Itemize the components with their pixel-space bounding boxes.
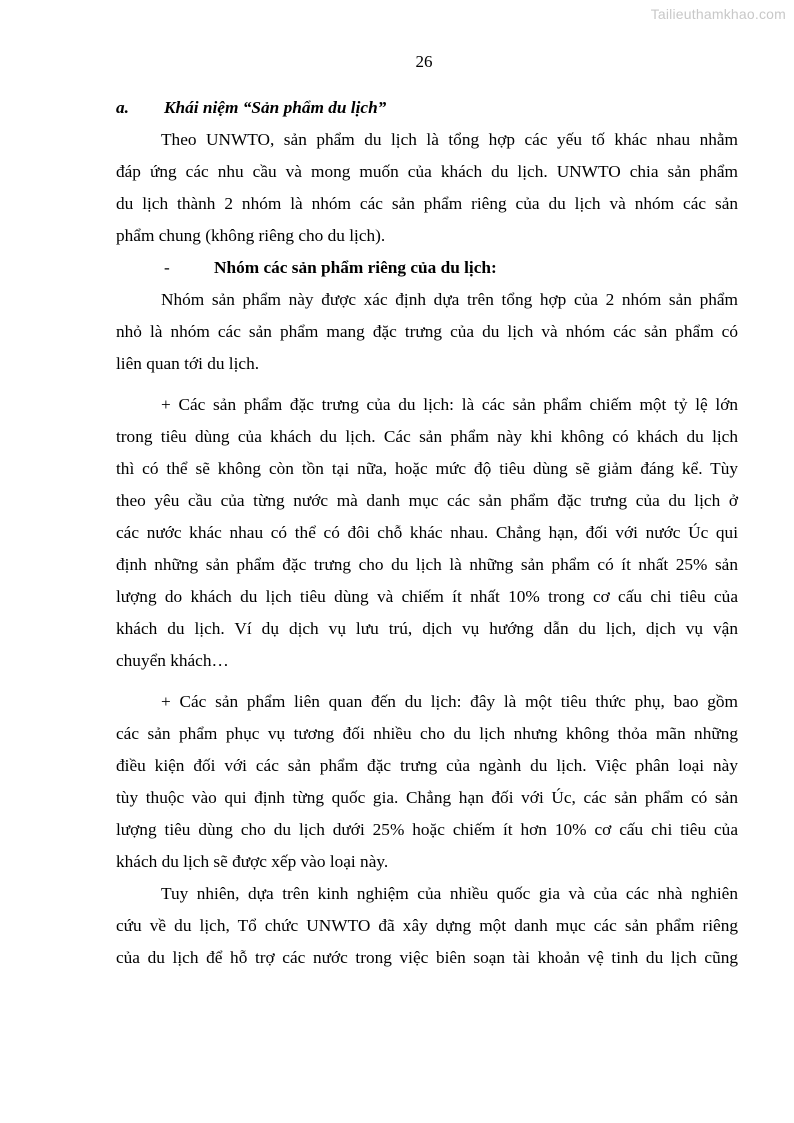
paragraph-line: theo yêu cầu của từng nước mà danh mục các sản phẩm đặc trưng của du lịch ở [116,491,738,510]
paragraph-4 [116,686,738,878]
paragraph-5 [116,878,738,974]
bullet-dash: - [164,258,170,277]
paragraph-line: của du lịch để hỗ trợ các nước trong việc biên soạn tài khoản vệ tinh du lịch cũng [116,948,738,967]
paragraph-line: Tuy nhiên, dựa trên kinh nghiệm của nhiều quốc gia và của các nhà nghiên [161,884,738,903]
watermark: Tailieuthamkhao.com [650,6,786,22]
paragraph-line: lượng tiêu dùng cho du lịch dưới 25% hoặc chiếm ít hơn 10% cơ cấu chi tiêu của [116,820,738,839]
bullet-heading [116,252,738,284]
paragraph-line: du lịch thành 2 nhóm là nhóm các sản phẩm riêng của du lịch và nhóm các sản [116,194,738,213]
paragraph-line: + Các sản phẩm đặc trưng của du lịch: là các sản phẩm chiếm một tỷ lệ lớn [161,395,738,414]
paragraph-line: định những sản phẩm đặc trưng cho du lịch là những sản phẩm có ít nhất 25% sản [116,555,738,574]
bullet-title: Nhóm các sản phẩm riêng của du lịch: [214,258,497,277]
paragraph-line: đáp ứng các nhu cầu và mong muốn của khách du lịch. UNWTO chia sản phẩm [116,162,738,181]
paragraph-line: khách du lịch. Ví dụ dịch vụ lưu trú, dịch vụ hướng dẫn du lịch, dịch vụ vận [116,619,738,638]
paragraph-3 [116,389,738,677]
paragraph-line: chuyển khách… [116,651,229,670]
paragraph-line: lượng do khách du lịch tiêu dùng và chiếm ít nhất 10% trong cơ cấu chi tiêu của [116,587,738,606]
paragraph-line: nhỏ là nhóm các sản phẩm mang đặc trưng của du lịch và nhóm các sản phẩm có [116,322,738,341]
paragraph-line: cứu về du lịch, Tổ chức UNWTO đã xây dựng một danh mục các sản phẩm riêng [116,916,738,935]
paragraph-line: các nước khác nhau có thể có đôi chỗ khác nhau. Chẳng hạn, đối với nước Úc qui [116,523,738,542]
paragraph-line: trong tiêu dùng của khách du lịch. Các sản phẩm này khi không có khách du lịch [116,427,738,446]
paragraph-2 [116,284,738,380]
section-label: a. [116,98,129,117]
paragraph-1 [116,124,738,252]
section-title: Khái niệm “Sản phẩm du lịch” [164,98,387,117]
paragraph-line: tùy thuộc vào qui định từng quốc gia. Chẳng hạn đối với Úc, các sản phẩm có sản [116,788,738,807]
paragraph-line: Nhóm sản phẩm này được xác định dựa trên tổng hợp của 2 nhóm sản phẩm [161,290,738,309]
paragraph-line: các sản phẩm phục vụ tương đối nhiều cho du lịch nhưng không thỏa mãn những [116,724,738,743]
paragraph-line: + Các sản phẩm liên quan đến du lịch: đây là một tiêu thức phụ, bao gồm [161,692,738,711]
page-number: 26 [415,52,433,71]
paragraph-line: Theo UNWTO, sản phẩm du lịch là tổng hợp các yếu tố khác nhau nhằm [161,130,738,149]
section-heading [116,92,738,124]
paragraph-line: điều kiện đối với các sản phẩm đặc trưng của ngành du lịch. Việc phân loại này [116,756,738,775]
document-body [116,92,738,974]
paragraph-line: phẩm chung (không riêng cho du lịch). [116,226,386,245]
paragraph-line: thì có thể sẽ không còn tồn tại nữa, hoặc mức độ tiêu dùng sẽ giảm đáng kể. Tùy [116,459,738,478]
paragraph-line: liên quan tới du lịch. [116,354,260,373]
paragraph-line: khách du lịch sẽ được xếp vào loại này. [116,852,389,871]
